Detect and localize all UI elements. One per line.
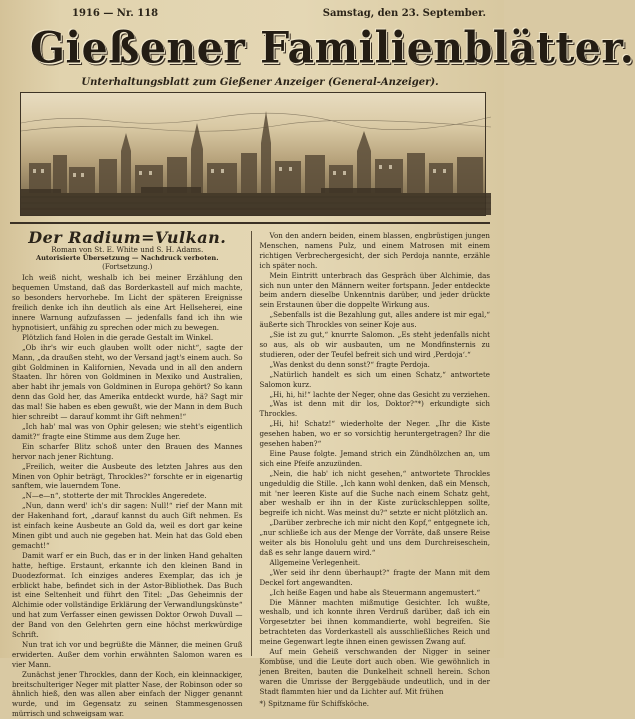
column-divider	[251, 231, 252, 656]
paragraph: „Sebenfalls ist die Bezahlung gut, alles andere ist mir egal,“ äußerte sich Throckles von seiner Koje aus.	[259, 310, 490, 330]
masthead-title: Gießener Familienblätter.	[30, 22, 635, 74]
paragraph: Plötzlich fand Holen in die gerade Gestalt im Winkel.	[22, 332, 214, 342]
article-continuation-note: (Fortsetzung.)	[102, 263, 153, 272]
paragraph: „Wer seid ihr denn überhaupt?“ fragte der Mann mit dem Deckel fort angewandten.	[259, 567, 490, 587]
paragraph: „Ich hab' mal was von Ophir gelesen; wie steht's eigentlich damit?“ fragte eine Stimme aus dem Zuge her.	[12, 422, 243, 441]
paragraph: Zunächst jener Throckles, dann der Koch, ein kleinnackiger, breitschulteriger Neger mit platter Nase, der Robinson oder so ähnlich hieß, den was allen aber einfach der Nigger genannt wurde, und im Gegensatz zu seinen Stammesgenossen mürrisch und schweigsam war.	[12, 669, 243, 719]
article-column-right	[259, 231, 491, 708]
city-panorama-illustration	[20, 92, 486, 216]
paragraph: „Was ist denn mit dir los, Doktor?“*) erkundigte sich Throckles.	[259, 399, 490, 419]
city-skyline-drawing	[21, 93, 491, 215]
issue-date: Samstag, den 23. September.	[322, 7, 486, 19]
paragraph: „Was denkst du denn sonst?“ fragte Perdoja.	[269, 359, 430, 369]
paragraph: Auf mein Geheiß verschwanden der Nigger in seiner Kombüse, und die Leute dort auch oben. Wie gewöhnlich in jenen Breiten, bauten die Dunkelheit schnell herein. Schon waren die Umrisse der Berggebäude undeutlich, und in der Stadt flammten hier und da Lichter auf. Mit frühen	[259, 647, 490, 696]
paragraph: „Hi, hi! Schatz!“ wiederholte der Neger. „Ihr die Kiste gesehen haben, wo er so vorsichtig heruntergetragen? Ihr die gesehen haben?“	[259, 419, 490, 449]
header-line	[10, 6, 494, 20]
paragraph: „Natürlich handelt es sich um einen Schatz,“ antwortete Salomon kurz.	[259, 369, 490, 389]
paragraph: „Ich heiße Eagen und habe als Steuermann angemustert.“	[269, 587, 481, 597]
paragraph: „Sie ist zu gut,“ knurrte Salomon. „Es steht jedenfalls nicht so aus, als ob wir ausbauten, um ne Mondfinsternis zu studieren, oder der Teufel befreit sich und wird ‚Perdoja‘.“	[259, 330, 490, 359]
article-title: Der Radium=Vulkan.	[28, 228, 227, 247]
article-rights-notice: Autorisierte Übersetzung — Nachdruck verboten.	[35, 253, 219, 262]
paragraph: Ich weiß nicht, weshalb ich bei meiner Erzählung den bequemen Umstand, daß das Borderkastell auf mich machte, so besonders hervorhebe. Im Licht der späteren Ereignisse freilich denke ich ihn deutlich als eine Art Hellseherei, eine innere Warnung aufzufassen — jedenfalls fand ich ihn wie hypnotisiert, unfähig zu sprechen oder mich zu bewegen.	[12, 273, 243, 332]
paragraph: Mein Eintritt unterbrach das Gespräch über Alchimie, das sich nun unter den Männern weiter fortspann. Jeder entdeckte beim andern dieselbe Unkenntnis darüber, und jeder drückte sein Erstaunen über die doppelte Wirkung aus.	[259, 270, 490, 310]
article-column-left	[12, 228, 243, 719]
masthead-rule	[10, 222, 490, 224]
footnote: *) Spitzname für Schiffsköche.	[259, 698, 370, 708]
article-columns	[12, 228, 490, 719]
paragraph: „Nun, dann werd' ich's dir sagen: Null!“ rief der Mann mit der Hakenhand fort, „darauf kannst du auch Gift nehmen. Es ist einfach keine Ausbeute an Gold da, weil es dort gar keine Minen gibt und auch nie gegeben hat. Mein hat das Gold eben gemacht!“	[12, 501, 243, 550]
issue-number: 1916 — Nr. 118	[72, 7, 159, 19]
paragraph: „N—e—n“, stotterte der mit Throckles Angeredete.	[22, 491, 207, 501]
masthead-subtitle: Unterhaltungsblatt zum Gießener Anzeiger (General-Anzeiger).	[81, 77, 439, 88]
paragraph: Von den andern beiden, einem blassen, engbrüstigen jungen Menschen, namens Pulz, und einem Matrosen mit einem richtigen Verbrechergesicht, der sich Perdoja nannte, erzähle ich später noch.	[259, 231, 490, 270]
paragraph: Damit warf er ein Buch, das er in der linken Hand gehalten hatte, heftige. Erstaunt, erkannte ich den kleinen Band in Duodezformat. Ich einziges anderes Exemplar, das ich je erblickt habe, befindet sich in der Astor-Bibliothek. Das Buch ist eine Seltenheit und führt den Titel: „Das Geheimnis der Alchimie oder vollständige Erklärung der Verwandlungskünste“ und hat zum Verfasser einen gewissen Doktor Orwoh Duvall — der Band von den Gelehrten gern eine höchst merkwürdige Schrift.	[12, 550, 243, 640]
paragraph: „Hi, hi, hi!“ lachte der Neger, ohne das Gesicht zu verziehen.	[269, 389, 490, 399]
paragraph: Nun trat ich vor und begrüßte die Männer, die meinen Gruß erwiderten. Außer dem vorhin erwähnten Salomon waren es vier Mann.	[12, 639, 243, 669]
paragraph: Allgemeine Verlegenheit.	[269, 557, 361, 567]
paragraph: Eine Pause folgte. Jemand strich ein Zündhölzchen an, um sich eine Pfeife anzuzünden.	[259, 448, 490, 468]
article-byline: Roman von St. E. White und S. H. Adams.	[51, 244, 204, 254]
paragraph: „Freilich, weiter die Ausbeute des letzten Jahres aus den Minen von Ophir beträgt, Throckles?“ forschte er in eigenartig sanftem, wie lauerndem Tone.	[12, 461, 243, 491]
paragraph: „Darüber zerbreche ich mir nicht den Kopf,“ entgegnete ich, „nur schließe ich aus der Menge der Vorräte, daß unsere Reise weiter als bis Honolulu geht und uns dem Durchreiseschein, daß es sehr lange dauern wird.“	[259, 518, 490, 557]
paragraph: Die Männer machten mißmutige Gesichter. Ich wußte, weshalb, und ich konnte ihren Verdruß darüber, daß ich ein Vorgesetzter bei ihnen kommandierte, wohl begreifen. Sie betrachteten das Vorderkastell als ausschließliches Reich und meine Gegenwart legte ihnen einen gewissen Zwang auf.	[259, 597, 490, 647]
paragraph: Ein scharfer Blitz schoß unter den Brauen des Mannes hervor nach jener Richtung.	[12, 441, 243, 461]
paragraph: „Nein, die hab' ich nicht gesehen,“ antwortete Throckles ungeduldig die Stille. „Ich kann wohl denken, daß ein Mensch, mit 'ner leeren Kiste auf die Suche nach einem Schatz geht, aber weshalb er ihn in der Kiste zurückschleppen sollte, begreife ich nicht. Was meinst du?“ setzte er nicht plötzlich an.	[259, 468, 490, 518]
paragraph: „Ob ihr's wir euch glauben wollt oder nicht“, sagte der Mann, „da draußen steht, wo der Versand jagt's einem auch. So gibt Goldminen in Kalifornien, Nevada und in all den andern Staaten. Ihr hören von Goldminen in Mexiko und Australien, aber habt ihr jemals von Goldminen in Europa gehört? So kann denn das Gold her, das Amerika entdeckt wurde, hä? Sagt mir das mal! Sie haben es eben gewußt, wie der Mann in dem Buch hier schreibt — darauf kommt ihr Gift nehmen!“	[12, 342, 243, 422]
